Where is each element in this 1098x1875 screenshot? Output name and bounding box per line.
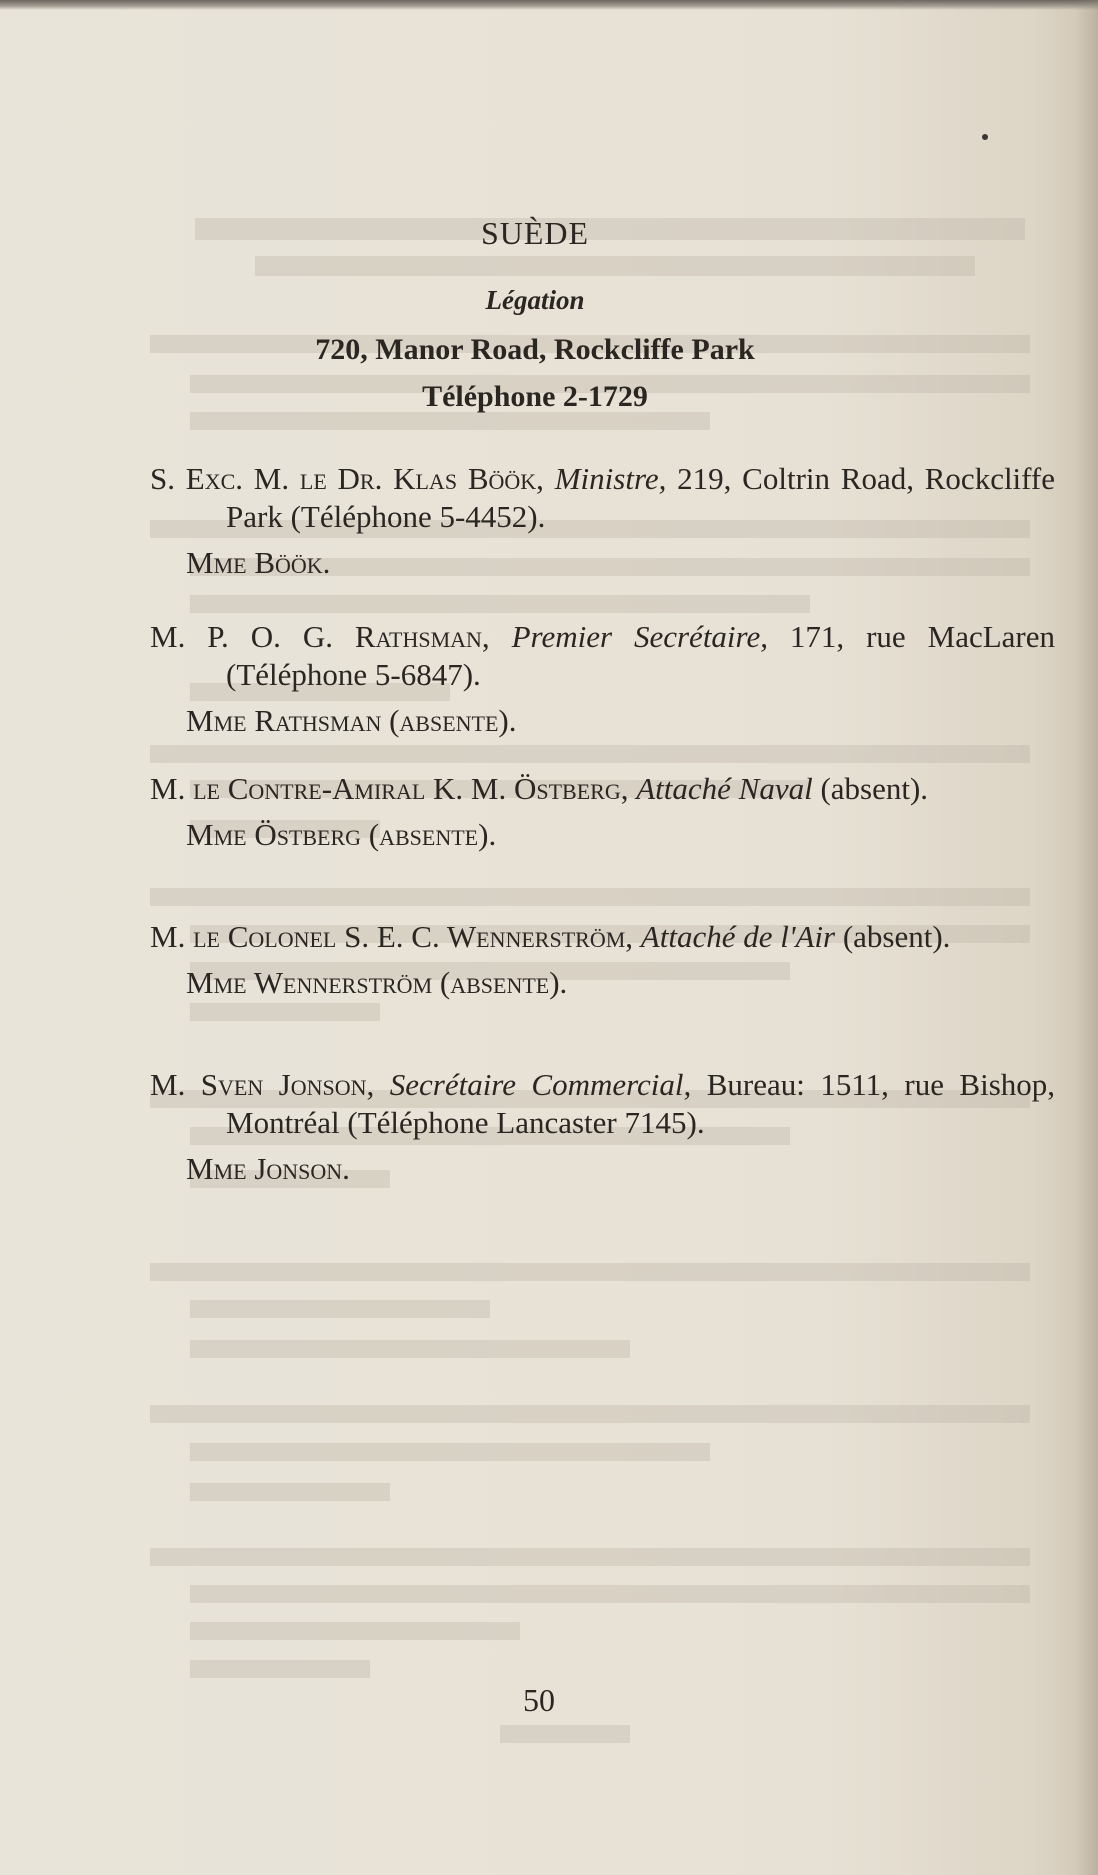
entry-name: S. Exc. M. le Dr. Klas Böök,: [150, 461, 544, 496]
entry-title: Ministre,: [554, 461, 667, 496]
entry-main: [150, 1066, 1055, 1142]
entry-spouse: Mme Wennerström (absente).: [186, 965, 568, 1000]
entry-details: 219, Coltrin Road, Rockcliffe Park (Téléphone 5-4452).: [226, 461, 1056, 534]
entry-main: [150, 918, 1055, 956]
entry-details: 171, rue MacLaren (Téléphone 5-6847).: [226, 619, 1055, 692]
entry-name: M. Sven Jonson,: [150, 1067, 375, 1102]
staff-entry: [150, 770, 1055, 854]
entry-name: M. P. O. G. Rathsman,: [150, 619, 490, 654]
entry-spouse: Mme Östberg (absente).: [186, 817, 497, 852]
page-number: 50: [523, 1682, 555, 1718]
staff-entry: [150, 1066, 1055, 1188]
staff-entry: [150, 460, 1055, 582]
entry-title: Secrétaire Commercial,: [389, 1067, 692, 1102]
legation-telephone: Téléphone 2-1729: [422, 380, 648, 413]
page-top-edge: [0, 0, 1098, 10]
page-right-edge: [1076, 0, 1098, 1875]
country-heading: SUÈDE: [480, 215, 590, 251]
entry-details: (absent).: [842, 919, 951, 954]
entry-spouse: Mme Böök.: [186, 545, 331, 580]
entry-main: [150, 460, 1055, 536]
entry-spouse: Mme Rathsman (absente).: [186, 703, 517, 738]
staff-entry: [150, 918, 1055, 1002]
entry-title: Premier Secrétaire,: [511, 619, 768, 654]
entry-title: Attaché Naval: [636, 771, 813, 806]
entry-name: M. le Colonel S. E. C. Wennerström,: [150, 919, 634, 954]
legation-address: 720, Manor Road, Rockcliffe Park: [315, 333, 755, 366]
legation-label: Légation: [485, 285, 585, 315]
staff-entry: [150, 618, 1055, 740]
entry-main: [150, 618, 1055, 694]
entry-name: M. le Contre-Amiral K. M. Östberg,: [150, 771, 629, 806]
entry-details: Bureau: 1511, rue Bishop, Montréal (Téléphone Lancaster 7145).: [226, 1067, 1056, 1140]
entry-title: Attaché de l'Air: [640, 919, 836, 954]
entry-spouse: Mme Jonson.: [186, 1151, 350, 1186]
entry-details: (absent).: [820, 771, 929, 806]
entry-main: [150, 770, 1055, 808]
